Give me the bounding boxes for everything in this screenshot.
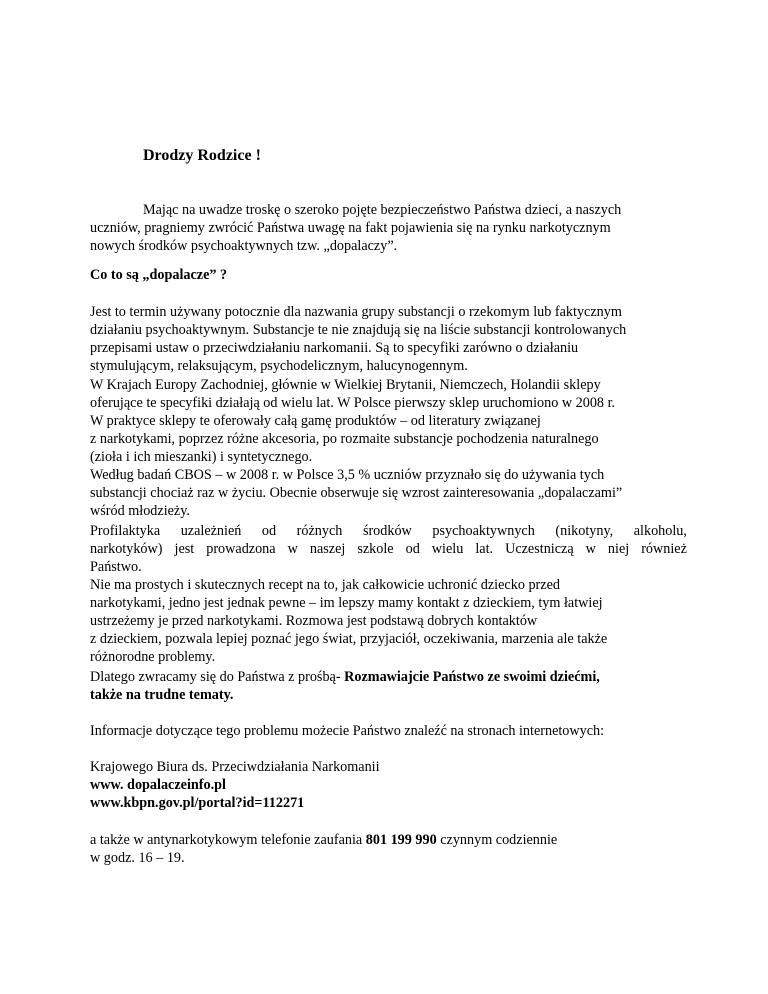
justified-word: wielu <box>431 541 464 557</box>
justified-word: jest <box>174 541 195 557</box>
source-organization: Krajowego Biura ds. Przeciwdziałania Narkomanii <box>90 759 380 775</box>
appeal-paragraph <box>90 668 690 704</box>
appeal-emphasis-line-2: także na trudne tematy. <box>90 687 234 703</box>
justified-word: szkole <box>357 541 394 557</box>
definition-line: stymulującym, relaksującym, psychodelicznym, halucynogennym. <box>90 358 468 374</box>
justified-word: (nikotyny, <box>555 523 614 539</box>
appeal-emphasis: Rozmawiajcie Państwo ze swoimi dziećmi, <box>344 669 600 685</box>
justified-word: od <box>261 523 277 539</box>
intro-paragraph <box>90 201 690 255</box>
info-paragraph <box>90 722 690 740</box>
justified-word: uzależnień <box>180 523 242 539</box>
justified-word: naszej <box>309 541 346 557</box>
justified-word: prowadzona <box>206 541 276 557</box>
letter-heading: Drodzy Rodzice ! <box>143 147 261 164</box>
history-line: z narkotykami, poprzez różne akcesoria, po rozmaite substancje pochodzenia naturalnego <box>90 431 599 447</box>
appeal-line-1 <box>90 668 690 686</box>
definition-line: przepisami ustaw o przeciwdziałaniu narkomanii. Są to specyfiki zarówno o działaniu <box>90 340 579 356</box>
justified-word: różnych <box>296 523 343 539</box>
history-line: Według badań CBOS – w 2008 r. w Polsce 3,5 % uczniów przyznało się do używania tych <box>90 467 605 483</box>
justified-word: narkotyków) <box>90 541 163 557</box>
hotline-line <box>90 831 690 849</box>
source-link-kbpn[interactable]: www.kbpn.gov.pl/portal?id=112271 <box>90 795 305 811</box>
prevention-justified-line <box>90 522 687 540</box>
hotline-paragraph <box>90 831 690 867</box>
intro-line: nowych środków psychoaktywnych tzw. „dopalaczy”. <box>90 238 398 254</box>
justified-word: alkoholu, <box>633 523 687 539</box>
justified-word: od <box>405 541 420 557</box>
definition-line: działaniu psychoaktywnym. Substancje te nie znajdują się na liście substancji kontrolowanych <box>90 322 627 338</box>
definition-line: Jest to termin używany potocznie dla nazwania grupy substancji o rzekomym lub faktycznym <box>90 304 622 320</box>
justified-word: lat. <box>475 541 494 557</box>
history-paragraph <box>90 376 690 520</box>
history-line: wśród młodzieży. <box>90 503 190 519</box>
history-line: W praktyce sklepy te oferowały całą gamę produktów – od literatury związanej <box>90 413 541 429</box>
history-line: oferujące te specyfiki działają od wielu lat. W Polsce pierwszy sklep uruchomiono w 2008 r. <box>90 395 616 411</box>
justified-word: psychoaktywnych <box>432 523 535 539</box>
prevention-line: narkotykami, jedno jest jednak pewne – im lepszy mamy kontakt z dzieckiem, tym łatwiej <box>90 595 603 611</box>
history-line: substancji chociaż raz w życiu. Obecnie obserwuje się wzrost zainteresowania „dopalaczami” <box>90 485 623 501</box>
prevention-line: różnorodne problemy. <box>90 649 216 665</box>
sources-block <box>90 758 690 812</box>
intro-line: Mając na uwadze troskę o szeroko pojęte bezpieczeństwo Państwa dzieci, a naszych <box>143 202 622 218</box>
prevention-line: ustrzeżemy je przed narkotykami. Rozmowa jest podstawą dobrych kontaktów <box>90 613 538 629</box>
hotline-hours: w godz. 16 – 19. <box>90 850 185 866</box>
prevention-paragraph <box>90 522 690 666</box>
prevention-line: z dzieckiem, pozwala lepiej poznać jego świat, przyjaciół, oczekiwania, marzenia ale także <box>90 631 608 647</box>
hotline-before: a także w antynarkotykowym telefonie zaufania <box>90 832 366 848</box>
info-text: Informacje dotyczące tego problemu możecie Państwo znaleźć na stronach internetowych: <box>90 723 605 739</box>
intro-line: uczniów, pragniemy zwrócić Państwa uwagę na fakt pojawienia się na rynku narkotycznym <box>90 220 611 236</box>
justified-word: w <box>585 541 596 557</box>
prevention-line: Państwo. <box>90 559 142 575</box>
prevention-justified-line <box>90 540 687 558</box>
hotline-number: 801 199 990 <box>365 832 437 848</box>
justified-word: niej <box>607 541 630 557</box>
question-heading <box>90 266 690 284</box>
history-line: W Krajach Europy Zachodniej, głównie w Wielkiej Brytanii, Niemczech, Holandii sklepy <box>90 377 601 393</box>
justified-word: Profilaktyka <box>90 523 161 539</box>
justified-word: Uczestniczą <box>505 541 574 557</box>
justified-word: środków <box>362 523 412 539</box>
hotline-after: czynnym codziennie <box>436 832 558 848</box>
justified-word: w <box>287 541 298 557</box>
history-line: (zioła i ich mieszanki) i syntetycznego. <box>90 449 313 465</box>
justified-word: również <box>641 541 687 557</box>
prevention-line: Nie ma prostych i skutecznych recept na to, jak całkowicie uchronić dziecko przed <box>90 577 560 593</box>
source-link-dopalaczeinfo[interactable]: www. dopalaczeinfo.pl <box>90 777 226 793</box>
question-text: Co to są „dopalacze” ? <box>90 267 228 283</box>
definition-paragraph <box>90 303 690 375</box>
appeal-lead: Dlatego zwracamy się do Państwa z prośbą- <box>90 669 345 685</box>
